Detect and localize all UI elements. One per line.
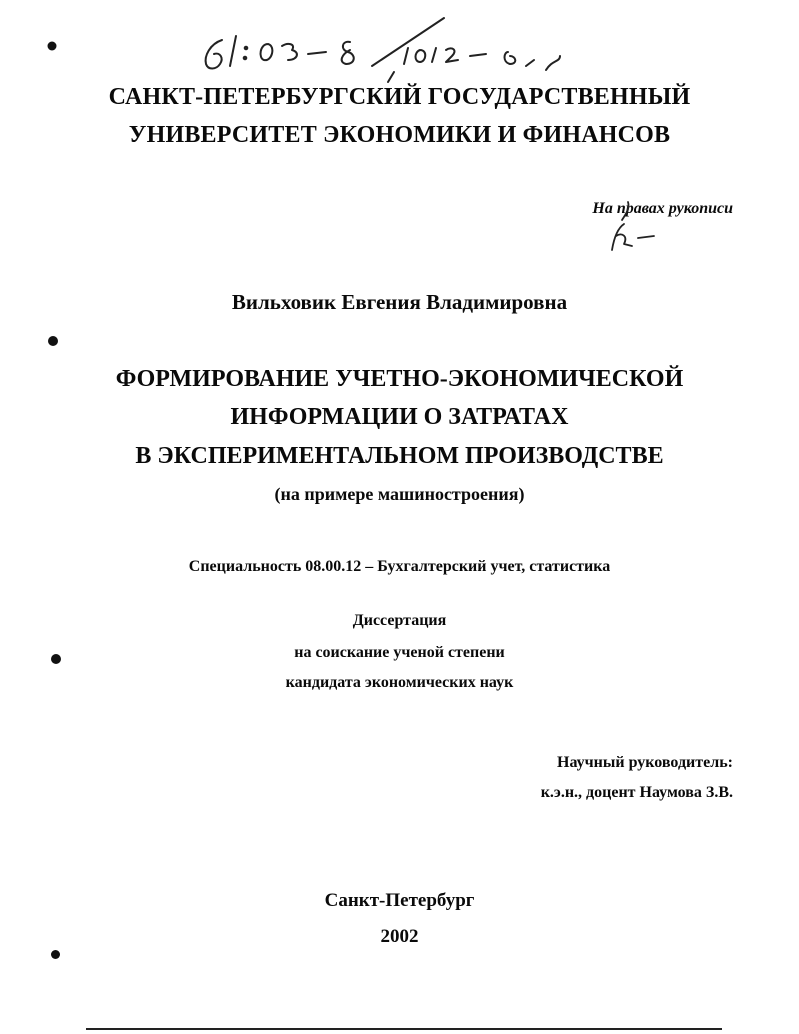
scan-edge-line: [86, 1028, 722, 1030]
city: Санкт-Петербург: [324, 890, 475, 911]
author-name: Вильховик Евгения Владимировна: [231, 290, 568, 314]
manuscript-rights-note: На правах рукописи: [592, 200, 733, 217]
binding-hole-mark: [48, 336, 58, 346]
title-line-3: В ЭКСПЕРИМЕНТАЛЬНОМ ПРОИЗВОДСТВЕ: [135, 443, 664, 469]
title-line-1: ФОРМИРОВАНИЕ УЧЕТНО-ЭКОНОМИЧЕСКОЙ: [115, 366, 684, 392]
specialty-line: Специальность 08.00.12 – Бухгалтерский учет, статистика: [188, 558, 611, 575]
dissertation-degree-line: на соискание ученой степени: [294, 644, 505, 661]
binding-hole-mark: [51, 950, 60, 959]
binding-hole-mark: [51, 654, 61, 664]
supervisor-label: Научный руководитель:: [557, 754, 733, 771]
dissertation-degree-field: кандидата экономических наук: [285, 674, 514, 691]
university-name-line-1: САНКТ-ПЕТЕРБУРГСКИЙ ГОСУДАРСТВЕННЫЙ: [108, 84, 691, 110]
university-name-line-2: УНИВЕРСИТЕТ ЭКОНОМИКИ И ФИНАНСОВ: [128, 122, 671, 148]
year: 2002: [380, 926, 419, 947]
supervisor-name: к.э.н., доцент Наумова З.В.: [540, 784, 733, 801]
title-line-2: ИНФОРМАЦИИ О ЗАТРАТАХ: [230, 404, 569, 430]
title-subtitle: (на примере машиностроения): [274, 484, 525, 504]
dissertation-label: Диссертация: [352, 612, 447, 629]
signature-scribble: [0, 0, 799, 270]
